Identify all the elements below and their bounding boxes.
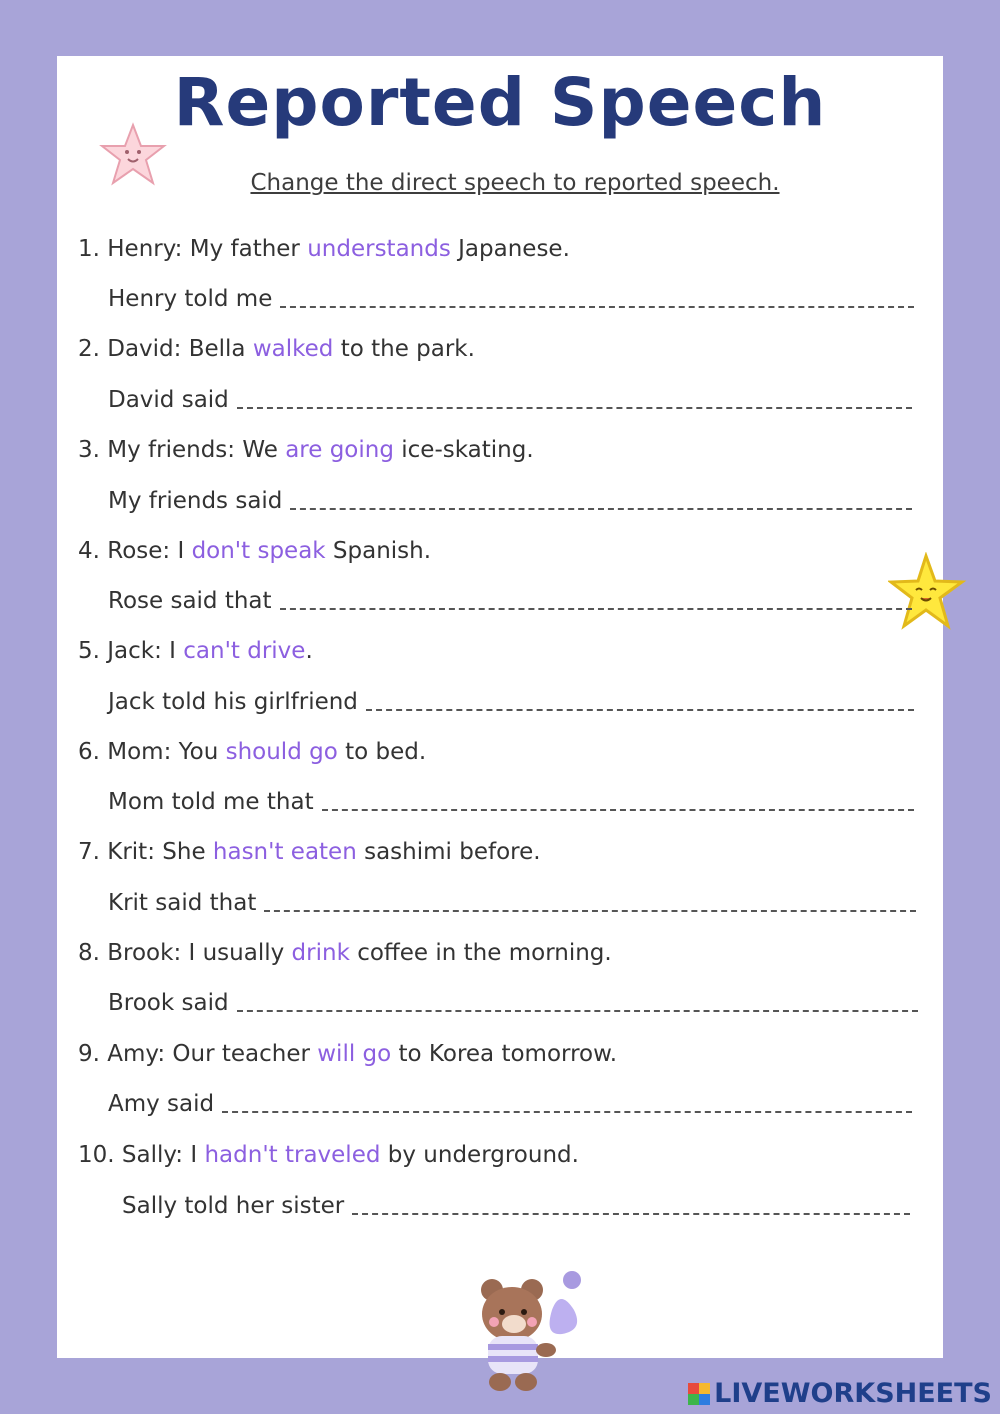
question-text-end: sashimi before.: [356, 839, 541, 865]
brand-text: LIVEWORKSHEETS: [714, 1378, 992, 1409]
highlighted-verb: can't drive: [183, 638, 306, 664]
question-text-end: to the park.: [333, 336, 475, 362]
answer-row-3: [108, 488, 912, 514]
answer-row-8: [108, 990, 918, 1016]
pink-star-icon: [98, 122, 168, 188]
question-text-end: to Korea tomorrow.: [391, 1041, 618, 1067]
liveworksheets-brand[interactable]: [688, 1378, 992, 1409]
answer-blank-input[interactable]: [222, 1111, 912, 1113]
question-6: [78, 739, 426, 765]
question-5: [78, 638, 313, 664]
brand-logo-icon: [688, 1383, 710, 1405]
answer-lead-in: Krit said that: [108, 890, 257, 916]
teddy-bear-icon: [474, 1270, 586, 1394]
answer-blank-input[interactable]: [237, 1010, 918, 1012]
question-text-end: .: [305, 638, 313, 664]
answer-row-10: [122, 1193, 910, 1219]
answer-blank-input[interactable]: [366, 709, 914, 711]
highlighted-verb: hasn't eaten: [212, 839, 357, 865]
answer-blank-input[interactable]: [352, 1213, 910, 1215]
question-text: 6. Mom: You: [78, 739, 226, 765]
answer-row-1: [108, 286, 914, 312]
question-text: 3. My friends: We: [78, 437, 286, 463]
answer-row-9: [108, 1091, 912, 1117]
answer-row-2: [108, 387, 912, 413]
answer-lead-in: Brook said: [108, 990, 229, 1016]
question-1: [78, 236, 570, 262]
answer-blank-input[interactable]: [237, 407, 912, 409]
answer-lead-in: Rose said that: [108, 588, 272, 614]
question-9: [78, 1041, 617, 1067]
question-2: [78, 336, 475, 362]
question-text: 5. Jack: I: [78, 638, 184, 664]
question-text: 8. Brook: I usually: [78, 940, 292, 966]
answer-lead-in: Sally told her sister: [122, 1193, 345, 1219]
answer-lead-in: Mom told me that: [108, 789, 314, 815]
answer-lead-in: Henry told me: [108, 286, 273, 312]
answer-row-4: [108, 588, 912, 614]
highlighted-verb: walked: [252, 336, 334, 362]
answer-lead-in: My friends said: [108, 488, 283, 514]
answer-lead-in: David said: [108, 387, 229, 413]
answer-blank-input[interactable]: [264, 910, 916, 912]
question-text-end: Japanese.: [450, 236, 570, 262]
question-text-end: to bed.: [337, 739, 427, 765]
answer-row-6: [108, 789, 914, 815]
answer-blank-input[interactable]: [280, 608, 912, 610]
answer-lead-in: Jack told his girlfriend: [108, 689, 358, 715]
question-7: [78, 839, 541, 865]
highlighted-verb: don't speak: [191, 538, 326, 564]
question-3: [78, 437, 534, 463]
question-text: 10. Sally: I: [78, 1142, 205, 1168]
question-text: 2. David: Bella: [78, 336, 253, 362]
question-text-end: by underground.: [380, 1142, 579, 1168]
answer-lead-in: Amy said: [108, 1091, 215, 1117]
instructions: Change the direct speech to reported speech.: [250, 170, 780, 196]
question-text: 4. Rose: I: [78, 538, 192, 564]
answer-blank-input[interactable]: [280, 306, 914, 308]
question-text-end: Spanish.: [325, 538, 432, 564]
answer-blank-input[interactable]: [322, 809, 914, 811]
answer-row-5: [108, 689, 914, 715]
highlighted-verb: should go: [225, 739, 338, 765]
question-10: [78, 1142, 579, 1168]
highlighted-verb: hadn't traveled: [204, 1142, 381, 1168]
answer-row-7: [108, 890, 916, 916]
page-title: Reported Speech: [173, 64, 827, 141]
highlighted-verb: will go: [317, 1041, 392, 1067]
answer-blank-input[interactable]: [290, 508, 912, 510]
highlighted-verb: drink: [291, 940, 350, 966]
question-text: 7. Krit: She: [78, 839, 213, 865]
highlighted-verb: are going: [285, 437, 394, 463]
highlighted-verb: understands: [307, 236, 451, 262]
question-text-end: coffee in the morning.: [349, 940, 612, 966]
question-4: [78, 538, 431, 564]
question-text: 9. Amy: Our teacher: [78, 1041, 318, 1067]
question-text: 1. Henry: My father: [78, 236, 308, 262]
question-text-end: ice-skating.: [393, 437, 534, 463]
question-8: [78, 940, 612, 966]
